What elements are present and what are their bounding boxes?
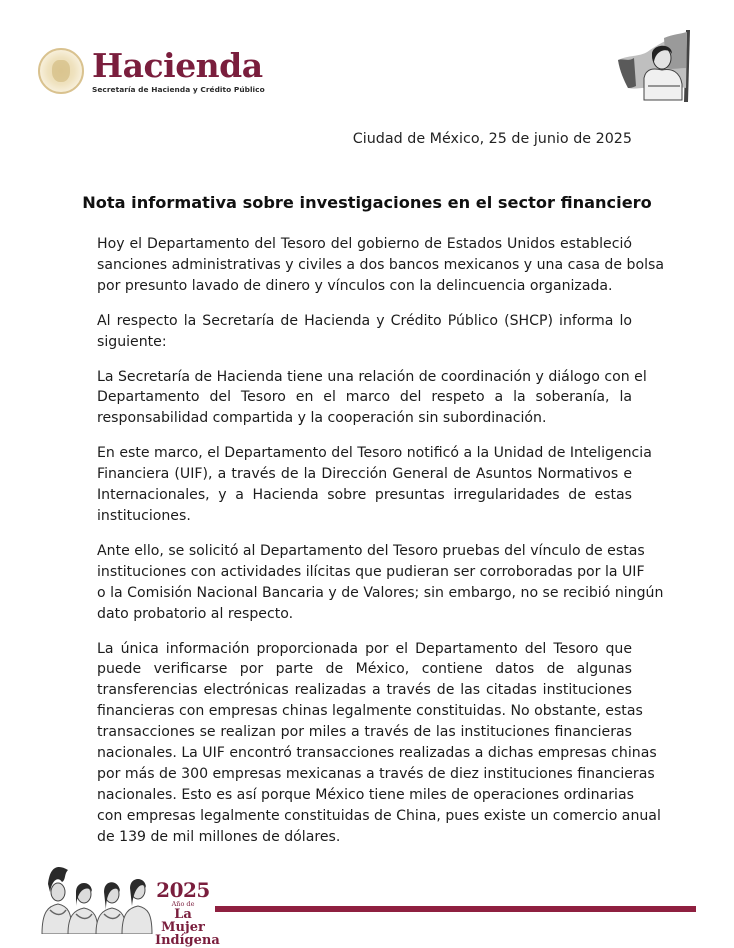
text-line: de 139 de mil millones de dólares.: [97, 828, 341, 845]
date-line: Ciudad de México, 25 de junio de 2025: [352, 131, 632, 147]
text-line: o la Comisión Nacional Bancaria y de Valores; sin embargo, no se recibió ningún: [97, 584, 664, 601]
text-line: por presunto lavado de dinero y vínculos con la delincuencia organizada.: [97, 277, 613, 294]
year-caption: Año de: [171, 900, 195, 908]
paragraph-coordination: [97, 367, 647, 430]
coat-of-arms-seal-icon: [38, 48, 84, 94]
text-line: instituciones con actividades ilícitas que pudieran ser corroboradas por la UIF: [97, 563, 645, 580]
paragraph-evidence-request: [97, 541, 664, 625]
text-line: transferencias electrónicas realizadas a través de las citadas instituciones: [97, 682, 632, 699]
text-line: Ante ello, se solicitó al Departamento del Tesoro pruebas del vínculo de estas: [97, 542, 645, 559]
text-line: dato probatorio al respecto.: [97, 605, 294, 622]
text-line: financieras con empresas chinas legalmente constituidas. No obstante, estas: [97, 703, 643, 720]
brand-name: Hacienda: [92, 45, 263, 85]
footer-divider-bar: [215, 906, 696, 912]
paragraph-sanctions: [97, 234, 664, 297]
document-body: [97, 234, 664, 862]
slogan-line-2: Indígena: [155, 933, 220, 948]
woman-with-flag-illustration: [614, 28, 700, 102]
text-line: nacionales. Esto es así porque México tiene miles de operaciones ordinarias: [97, 786, 634, 803]
year-of-indigenous-woman-badge: [155, 878, 220, 948]
text-line: responsabilidad compartida y la cooperación sin subordinación.: [97, 410, 547, 427]
text-line: La única información proporcionada por el Departamento del Tesoro que: [97, 640, 632, 657]
text-line: sanciones administrativas y civiles a dos bancos mexicanos y una casa de bolsa: [97, 256, 664, 273]
indigenous-women-illustration: [38, 862, 153, 934]
text-line: Departamento del Tesoro en el marco del respeto a la soberanía, la: [97, 389, 632, 406]
text-line: por más de 300 empresas mexicanas a través de diez instituciones financieras: [97, 765, 655, 782]
document-title: Nota informativa sobre investigaciones en el sector financiero: [82, 193, 652, 212]
text-line: siguiente:: [97, 333, 167, 350]
text-line: La Secretaría de Hacienda tiene una relación de coordinación y diálogo con el: [97, 368, 647, 385]
brand-block: [92, 45, 265, 94]
text-line: con empresas legalmente constituidas de China, pues existe un comercio anual: [97, 807, 661, 824]
paragraph-transactions: [97, 639, 661, 848]
text-line: puede verificarse por parte de México, contiene datos de algunas: [97, 661, 632, 678]
slogan-line-1: La Mujer: [161, 907, 205, 935]
text-line: nacionales. La UIF encontró transacciones realizadas a dichas empresas chinas: [97, 745, 657, 762]
year: 2025: [156, 878, 210, 902]
paragraph-shcp-informs: [97, 311, 632, 353]
text-line: Internacionales, y a Hacienda sobre presuntas irregularidades de estas: [97, 487, 632, 504]
text-line: Al respecto la Secretaría de Hacienda y Crédito Público (SHCP) informa lo: [97, 312, 632, 329]
text-line: En este marco, el Departamento del Tesoro notificó a la Unidad de Inteligencia: [97, 445, 652, 462]
header-logo: [38, 45, 265, 94]
text-line: instituciones.: [97, 507, 191, 524]
brand-subtitle: Secretaría de Hacienda y Crédito Público: [92, 84, 265, 94]
text-line: Hoy el Departamento del Tesoro del gobierno de Estados Unidos estableció: [97, 236, 632, 252]
text-line: transacciones se realizan por miles a través de las instituciones financieras: [97, 724, 632, 741]
text-line: Financiera (UIF), a través de la Dirección General de Asuntos Normativos e: [97, 466, 632, 483]
paragraph-notification: [97, 443, 652, 527]
